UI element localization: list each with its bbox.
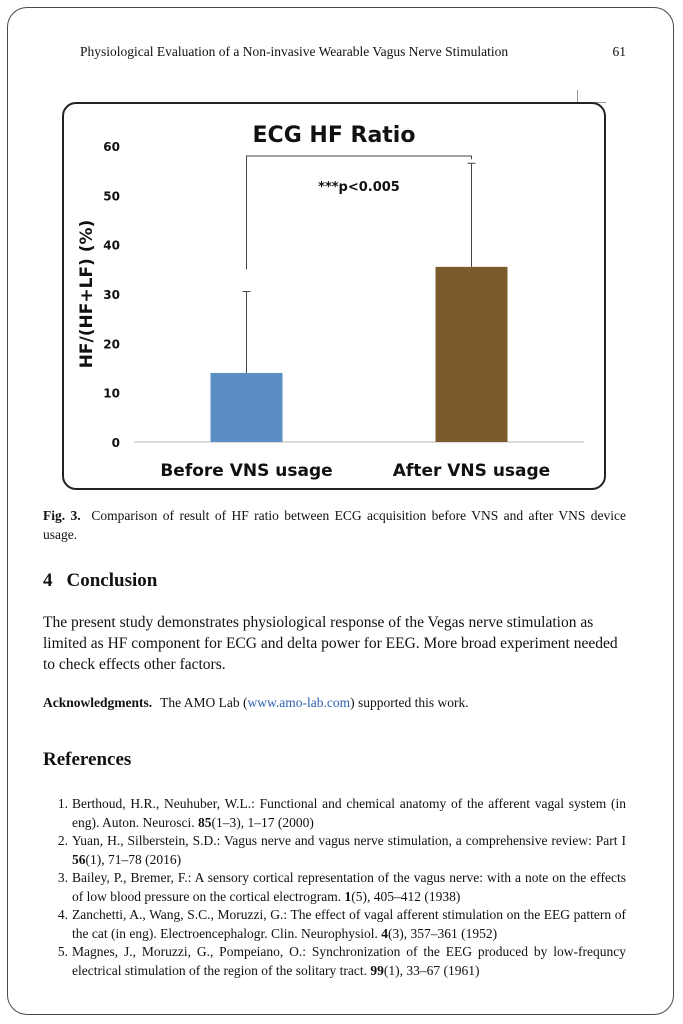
bar — [211, 373, 283, 442]
reference-item — [43, 832, 626, 869]
significance-label: ***p<0.005 — [318, 180, 400, 195]
y-tick-label: 60 — [103, 140, 120, 154]
y-tick-label: 40 — [103, 238, 120, 253]
y-tick-label: 30 — [103, 288, 120, 302]
running-title: Physiological Evaluation of a Non-invasive Wearable Vagus Nerve Stimulation — [80, 44, 509, 59]
reference-number: 3. — [57, 870, 68, 885]
section-number: 4 — [43, 570, 53, 591]
acknowledgments — [43, 695, 626, 711]
bar — [436, 267, 508, 442]
references-heading: References — [43, 749, 132, 770]
reference-volume: 99 — [370, 962, 384, 978]
reference-volume: 56 — [72, 851, 86, 867]
reference-text — [72, 869, 626, 906]
reference-volume: 4 — [381, 925, 389, 941]
reference-pages: (1), 33–67 (1961) — [383, 962, 480, 978]
reference-item — [43, 943, 626, 980]
x-tick-label: Before VNS usage — [160, 461, 333, 481]
caption-text: Comparison of result of HF ratio between ECG acquisition before VNS and after VNS device usage. — [43, 508, 627, 542]
caption-label: Fig. 3. — [43, 508, 81, 523]
reference-body: Berthoud, H.R., Neuhuber, W.L.: Functional and chemical anatomy of the afferent vagal system (in eng). Auton. Neurosci. — [72, 796, 626, 830]
running-head — [80, 44, 626, 60]
reference-body: Zanchetti, A., Wang, S.C., Moruzzi, G.: The effect of vagal afferent stimulation on the EEG pattern of the cat (in eng). Electroencephalogr. Clin. Neurophysiol. — [72, 907, 626, 941]
reference-number: 2. — [57, 833, 68, 848]
references-list — [43, 795, 626, 980]
ack-label: Acknowledgments. — [43, 695, 153, 710]
significance-bracket — [247, 156, 472, 270]
ack-link[interactable]: www.amo-lab.com — [247, 695, 351, 710]
reference-volume: 1 — [344, 888, 352, 904]
chart-svg — [64, 104, 604, 488]
reference-item — [43, 869, 626, 906]
reference-number: 4. — [57, 907, 68, 922]
y-axis-label: HF/(HF+LF) (%) — [77, 219, 97, 369]
reference-pages: (1–3), 1–17 (2000) — [211, 814, 314, 830]
section-heading — [43, 570, 157, 592]
reference-number: 5. — [57, 944, 68, 959]
figure-caption — [43, 506, 626, 544]
reference-item — [43, 906, 626, 943]
reference-text — [72, 906, 626, 943]
ack-text-after: ) supported this work. — [350, 695, 469, 710]
x-tick-label: After VNS usage — [392, 461, 551, 481]
reference-pages: (3), 357–361 (1952) — [388, 925, 498, 941]
reference-text — [72, 795, 626, 832]
chart-title: ECG HF Ratio — [252, 123, 416, 148]
reference-body: Yuan, H., Silberstein, S.D.: Vagus nerve and vagus nerve stimulation, a comprehensive review: Part I — [72, 833, 626, 848]
reference-text — [72, 943, 626, 980]
figure-chart — [62, 102, 606, 490]
reference-number: 1. — [57, 796, 68, 811]
reference-pages: (5), 405–412 (1938) — [351, 888, 461, 904]
section-title: Conclusion — [66, 570, 158, 591]
reference-body: Magnes, J., Moruzzi, G., Pompeiano, O.: Synchronization of the EEG produced by low-frequncy electrical stimulation of the region of the solitary tract. — [72, 944, 626, 978]
conclusion-paragraph: The present study demonstrates physiological response of the Vegas nerve stimulation as limited as HF component for ECG and delta power for EEG. More broad experiment needed to check effects other factors. — [43, 614, 618, 673]
y-tick-label: 10 — [103, 386, 120, 401]
reference-body: Bailey, P., Bremer, F.: A sensory cortical representation of the vagus nerve: with a note on the effects of low blood pressure on the cortical electrogram. — [72, 870, 626, 904]
reference-volume: 85 — [197, 814, 212, 830]
y-tick-label: 0 — [111, 436, 120, 450]
y-tick-label: 20 — [103, 337, 120, 352]
reference-item — [43, 795, 626, 832]
reference-pages: (1), 71–78 (2016) — [85, 851, 182, 867]
y-tick-label: 50 — [103, 189, 120, 204]
page-number: 61 — [612, 44, 626, 59]
reference-text — [72, 832, 626, 869]
ack-text-before: The AMO Lab ( — [160, 695, 248, 710]
